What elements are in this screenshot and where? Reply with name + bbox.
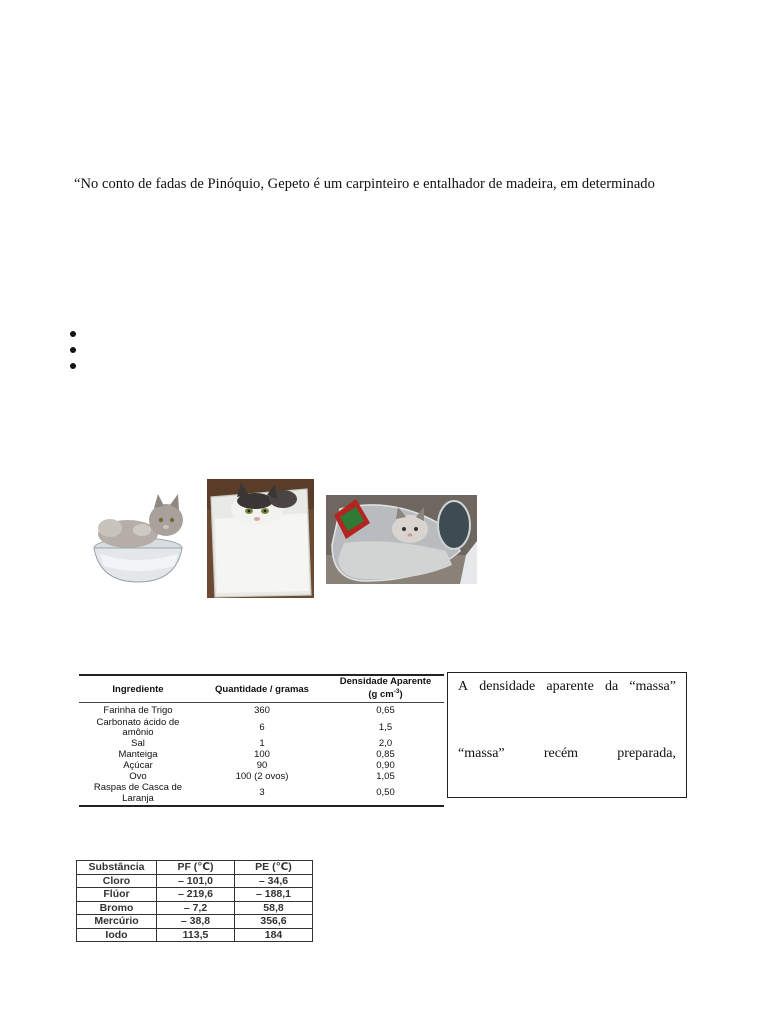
bullet-dot	[70, 363, 76, 369]
cat-in-glass-jar-image	[326, 495, 477, 584]
cell-densidade: 0,65	[376, 705, 395, 717]
cell-pe: 58,8	[235, 901, 313, 915]
header-densidade	[327, 677, 444, 700]
table-row	[79, 717, 444, 739]
cell-pf: – 38,8	[157, 915, 235, 929]
table-row	[77, 928, 313, 942]
cell-densidade: 0,90	[376, 760, 395, 772]
cell-ingrediente: Açúcar	[123, 760, 153, 772]
cell-densidade: 0,85	[376, 749, 395, 761]
table-row	[79, 783, 444, 804]
cell-quantidade: 100	[254, 749, 270, 761]
header-densidade-exponent: -3	[393, 688, 400, 696]
cell-quantidade: 360	[254, 705, 270, 717]
substances-table-header	[77, 861, 313, 875]
header-densidade-unit: (g cm	[368, 689, 394, 701]
word: “massa”	[458, 746, 505, 761]
table-row	[79, 706, 444, 717]
word: preparada,	[617, 746, 676, 761]
cat-in-plastic-container-image	[207, 479, 314, 598]
cell-pf: – 7,2	[157, 901, 235, 915]
cell-quantidade: 90	[256, 760, 268, 772]
text-box-line-2	[458, 746, 676, 762]
cell-substancia: Bromo	[77, 901, 157, 915]
density-text-box	[447, 672, 687, 798]
bullet-dot	[70, 331, 76, 337]
header-pf: PF (℃)	[157, 861, 235, 875]
cell-pe: 356,6	[235, 915, 313, 929]
cell-substancia: Flúor	[77, 888, 157, 902]
cell-substancia: Cloro	[77, 874, 157, 888]
cell-densidade: 0,50	[376, 787, 395, 799]
word: A	[458, 679, 469, 694]
cell-pe: 184	[235, 928, 313, 942]
cell-ingrediente: Ovo	[129, 771, 147, 783]
cell-ingrediente: Carbonato ácido de amônio	[96, 716, 180, 738]
word: da	[604, 679, 619, 694]
word: “massa”	[629, 679, 676, 694]
cell-substancia: Iodo	[77, 928, 157, 942]
word: recém	[543, 746, 579, 761]
cell-pf: 113,5	[157, 928, 235, 942]
header-quantidade: Quantidade / gramas	[215, 683, 309, 695]
cell-pf: – 101,0	[157, 874, 235, 888]
cell-ingrediente: Raspas de Casca de Laranja	[93, 782, 183, 804]
bullet-list	[70, 331, 76, 379]
table-row	[77, 874, 313, 888]
header-pe: PE (℃)	[235, 861, 313, 875]
table-row	[77, 915, 313, 929]
recipe-table	[79, 674, 444, 807]
header-substancia: Substância	[77, 861, 157, 875]
cell-pf: – 219,6	[157, 888, 235, 902]
bullet-dot	[70, 347, 76, 353]
cell-quantidade: 3	[259, 787, 265, 799]
cell-pe: – 188,1	[235, 888, 313, 902]
cell-pe: – 34,6	[235, 874, 313, 888]
cell-densidade: 1,5	[378, 721, 393, 733]
word: aparente	[546, 679, 594, 694]
cat-in-glass-bowl-image	[82, 490, 192, 585]
text-box-line-1	[458, 679, 676, 695]
cell-ingrediente: Sal	[131, 738, 145, 750]
cell-ingrediente: Farinha de Trigo	[103, 705, 173, 717]
header-ingrediente: Ingrediente	[112, 683, 164, 695]
cell-quantidade: 1	[259, 738, 265, 750]
table-row	[77, 901, 313, 915]
cell-densidade: 2,0	[378, 738, 393, 750]
table-row	[77, 888, 313, 902]
header-densidade-label: Densidade Aparente	[339, 676, 432, 688]
word: densidade	[479, 679, 536, 694]
cell-quantidade: 6	[259, 721, 265, 733]
cell-densidade: 1,05	[376, 771, 395, 783]
substances-table	[76, 860, 313, 942]
cell-substancia: Mercúrio	[77, 915, 157, 929]
cell-quantidade: 100 (2 ovos)	[235, 771, 289, 783]
header-densidade-close: )	[399, 689, 403, 701]
cell-ingrediente: Manteiga	[118, 749, 158, 761]
story-paragraph: “No conto de fadas de Pinóquio, Gepeto é um carpinteiro e entalhador de madeira, em determinado	[74, 176, 655, 192]
recipe-table-header	[79, 676, 444, 703]
